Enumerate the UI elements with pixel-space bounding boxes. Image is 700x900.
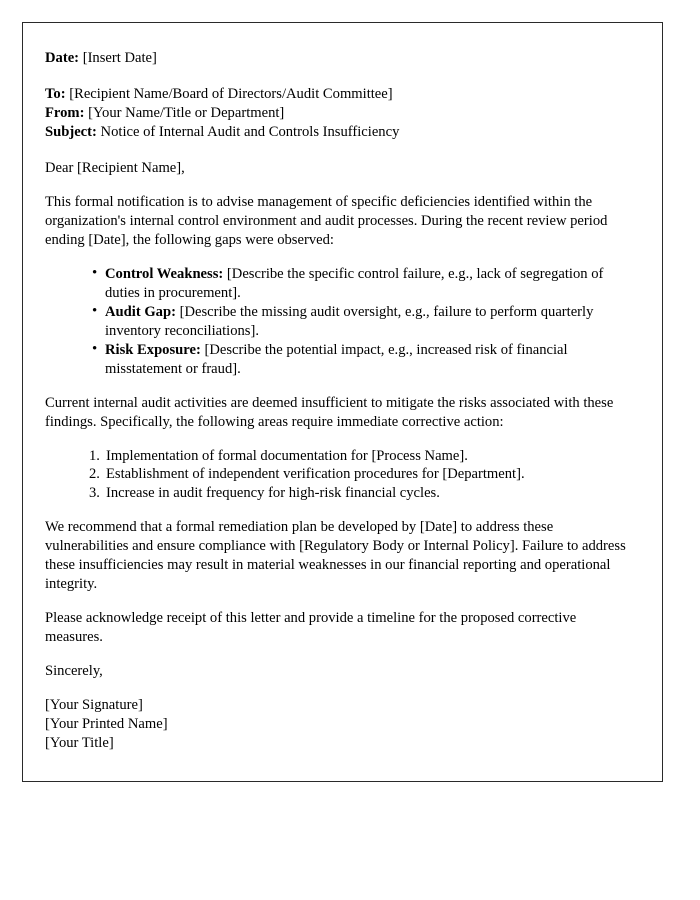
finding-text: [Describe the potential impact, e.g., increased risk of financial misstatement or fraud].	[105, 341, 568, 377]
list-item	[92, 265, 632, 303]
list-item	[92, 303, 632, 341]
finding-text: [Describe the missing audit oversight, e.g., failure to perform quarterly inventory reconciliations].	[105, 303, 594, 339]
recommendation-paragraph: We recommend that a formal remediation plan be developed by [Date] to address these vulnerabilities and ensure compliance with [Regulatory Body or Internal Policy]. Failure to address these insufficiencies may result in material weaknesses in our financial reporting and operational integrity.	[45, 519, 626, 593]
corrective-intro-paragraph: Current internal audit activities are deemed insufficient to mitigate the risks associated with these findings. Specifically, the following areas require immediate corrective action:	[45, 394, 614, 430]
spacer	[45, 432, 632, 447]
corrective-actions-list	[45, 447, 632, 504]
date-line	[45, 49, 632, 68]
findings-list	[45, 265, 632, 379]
spacer	[45, 503, 632, 518]
spacer	[45, 379, 632, 394]
letter-page-frame	[22, 22, 663, 782]
from-label: From:	[45, 104, 85, 121]
spacer	[45, 178, 632, 193]
subject-value: Notice of Internal Audit and Controls Insufficiency	[100, 123, 400, 140]
signature-placeholder: [Your Signature]	[45, 697, 143, 714]
spacer	[45, 142, 632, 159]
letter-content	[23, 23, 662, 773]
from-line	[45, 104, 632, 123]
list-item	[92, 341, 632, 379]
subject-label: Subject:	[45, 123, 97, 140]
to-value: [Recipient Name/Board of Directors/Audit Committee]	[69, 85, 393, 102]
to-label: To:	[45, 85, 66, 102]
spacer	[45, 647, 632, 662]
signature-block	[45, 696, 632, 753]
spacer	[45, 594, 632, 609]
list-item: Implementation of formal documentation for [Process Name].	[106, 447, 468, 464]
date-label: Date:	[45, 50, 80, 66]
closing-line: Sincerely,	[45, 663, 103, 680]
title-placeholder: [Your Title]	[45, 735, 114, 752]
from-value: [Your Name/Title or Department]	[88, 104, 285, 121]
acknowledgement-paragraph: Please acknowledge receipt of this letter and provide a timeline for the proposed corrective measures.	[45, 610, 577, 646]
list-item: Establishment of independent verification procedures for [Department].	[106, 466, 525, 483]
finding-label: Control Weakness:	[105, 265, 224, 282]
spacer	[45, 250, 632, 265]
finding-label: Risk Exposure:	[105, 341, 201, 358]
list-item: Increase in audit frequency for high-risk financial cycles.	[106, 485, 440, 502]
spacer	[45, 68, 632, 85]
spacer	[45, 681, 632, 696]
salutation: Dear [Recipient Name],	[45, 159, 185, 176]
subject-line	[45, 123, 632, 142]
printed-name-placeholder: [Your Printed Name]	[45, 716, 168, 733]
date-value: [Insert Date]	[82, 50, 157, 66]
finding-label: Audit Gap:	[105, 303, 176, 320]
finding-text: [Describe the specific control failure, e.g., lack of segregation of duties in procurement].	[105, 265, 604, 301]
to-line	[45, 85, 632, 104]
intro-paragraph: This formal notification is to advise management of specific deficiencies identified within the organization's internal control environment and audit processes. During the recent review period ending [Date], the following gaps were observed:	[45, 193, 608, 248]
